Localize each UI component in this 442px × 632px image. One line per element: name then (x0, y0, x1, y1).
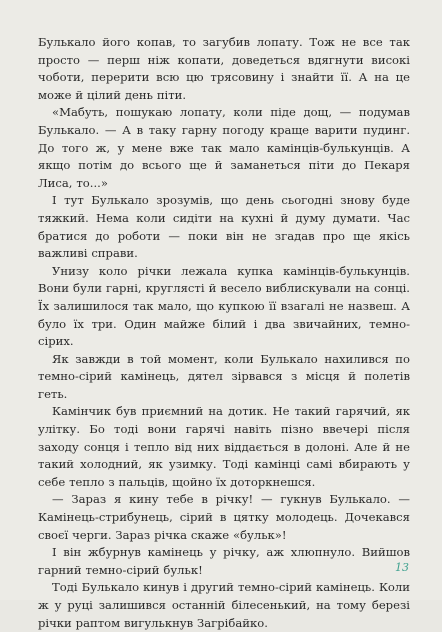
paragraph: Як завжди в той момент, коли Булькало нахилився по темно-сірий камінець, дятел зірвався з місця й полетів геть. (38, 351, 410, 401)
paragraph: Унизу коло річки лежала купка камінців-булькунців. Вони були гарні, круглясті й весело виблискували на сонці. Їх залишилося так мало, що купкою її взагалі не назвеш. А було їх три. Один майже білий і два звичайних, темно-сірих. (38, 263, 410, 349)
paragraph: І він жбурнув камінець у річку, аж хлюпнуло. Вийшов гарний темно-сірий бульк! (38, 545, 410, 577)
paragraph: Тоді Булькало кинув і другий темно-сірий камінець. Коли ж у руці залишився останній білесенький, на тому березі річки раптом вигулькнув Загрібайко. (38, 580, 410, 630)
paragraph: І тут Булькало зрозумів, що день сьогодні знову буде тяжкий. Нема коли сидіти на кухні й думу думати. Час братися до роботи — поки він не згадав про ще якісь важливі справи. (38, 193, 410, 261)
paragraph: — Зараз я кину тебе в річку! — гукнув Булькало. — Камінець-стрибунець, сірий в цятку молодець. Дочекався своєї черги. Зараз річка скаже «бульк»! (38, 492, 410, 542)
paragraph: Камінчик був приємний на дотик. Не такий гарячий, як улітку. Бо тоді вони гарячі навіть пізно ввечері після заходу сонця і тепло від них віддається в долоні. Але й не такий холодний, як узимку. Тоді камінці самі вбирають у себе тепло з пальців, щойно їх доторкнешся. (38, 404, 410, 489)
paragraph: Булькало його копав, то загубив лопату. Тож не все так просто — перш ніж копати, доведеться вдягнути високі чоботи, перерити всю цю трясовину і знайти її. А на це може й цілий день піти. (38, 35, 410, 102)
paragraph: «Мабуть, пошукаю лопату, коли піде дощ, — подумав Булькало. — А в таку гарну погоду краще варити пудинг. До того ж, у мене вже так мало камінців-булькунців. А якщо потім до всього ще й заманеться піти до Пекаря Лиса, то...» (38, 105, 410, 190)
page-number: 13 (395, 561, 409, 574)
body-text (38, 34, 410, 632)
